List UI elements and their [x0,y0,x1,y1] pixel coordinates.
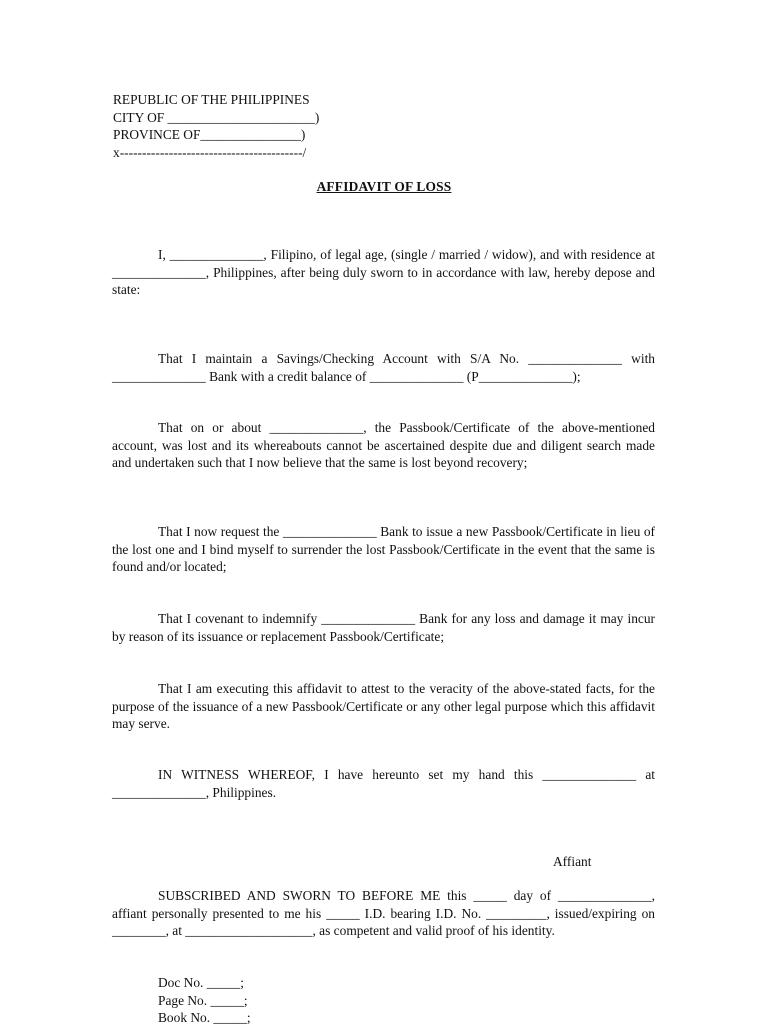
page-no-line: Page No. _____; [158,992,248,1008]
witness-paragraph: IN WITNESS WHEREOF, I have hereunto set my hand this ______________ at ______________, Philippines. [112,767,655,800]
request-paragraph: That I now request the ______________ Bank to issue a new Passbook/Certificate in lieu of the lost one and I bind myself to surrender the lost Passbook/Certificate in the event that the same is found and/or located; [112,524,655,574]
document-title: AFFIDAVIT OF LOSS [316,179,452,194]
doc-no-line: Doc No. _____; [158,975,244,990]
indemnify-paragraph: That I covenant to indemnify ______________ Bank for any loss and damage it may incur by reason of its issuance or replacement Passbook/Certificate; [112,611,655,644]
intro-paragraph: I, ______________, Filipino, of legal age, (single / married / widow), and with residence at ______________, Philippines, after being duly sworn to in accordance with law, hereby depose and state: [112,247,655,297]
notarial-register [158,974,251,1027]
loss-paragraph: That on or about ______________, the Passbook/Certificate of the above-mentioned account, was lost and its whereabouts cannot be ascertained despite due and diligent search made and undertaken such that I now believe that the same is lost beyond recovery; [112,420,655,470]
separator-line: x-----------------------------------------/ [113,144,307,160]
city-line: CITY OF ______________________) [113,109,320,125]
document-header [113,91,413,161]
affiant-label: Affiant [553,854,592,869]
subscribed-paragraph: SUBSCRIBED AND SWORN TO BEFORE ME this _____ day of ______________, affiant personally presented to me his _____ I.D. bearing I.D. No. _________, issued/expiring on ________, at ___________________, as competent and valid proof of his identity. [112,888,655,938]
account-paragraph: That I maintain a Savings/Checking Account with S/A No. ______________ with ______________ Bank with a credit balance of ______________ (P______________); [112,351,655,384]
book-no-line: Book No. _____; [158,1010,251,1025]
republic-line: REPUBLIC OF THE PHILIPPINES [113,92,310,107]
purpose-paragraph: That I am executing this affidavit to attest to the veracity of the above-stated facts, for the purpose of the issuance of a new Passbook/Certificate or any other legal purpose which this affidavit may serve. [112,681,655,731]
province-line: PROVINCE OF_______________) [113,127,306,142]
